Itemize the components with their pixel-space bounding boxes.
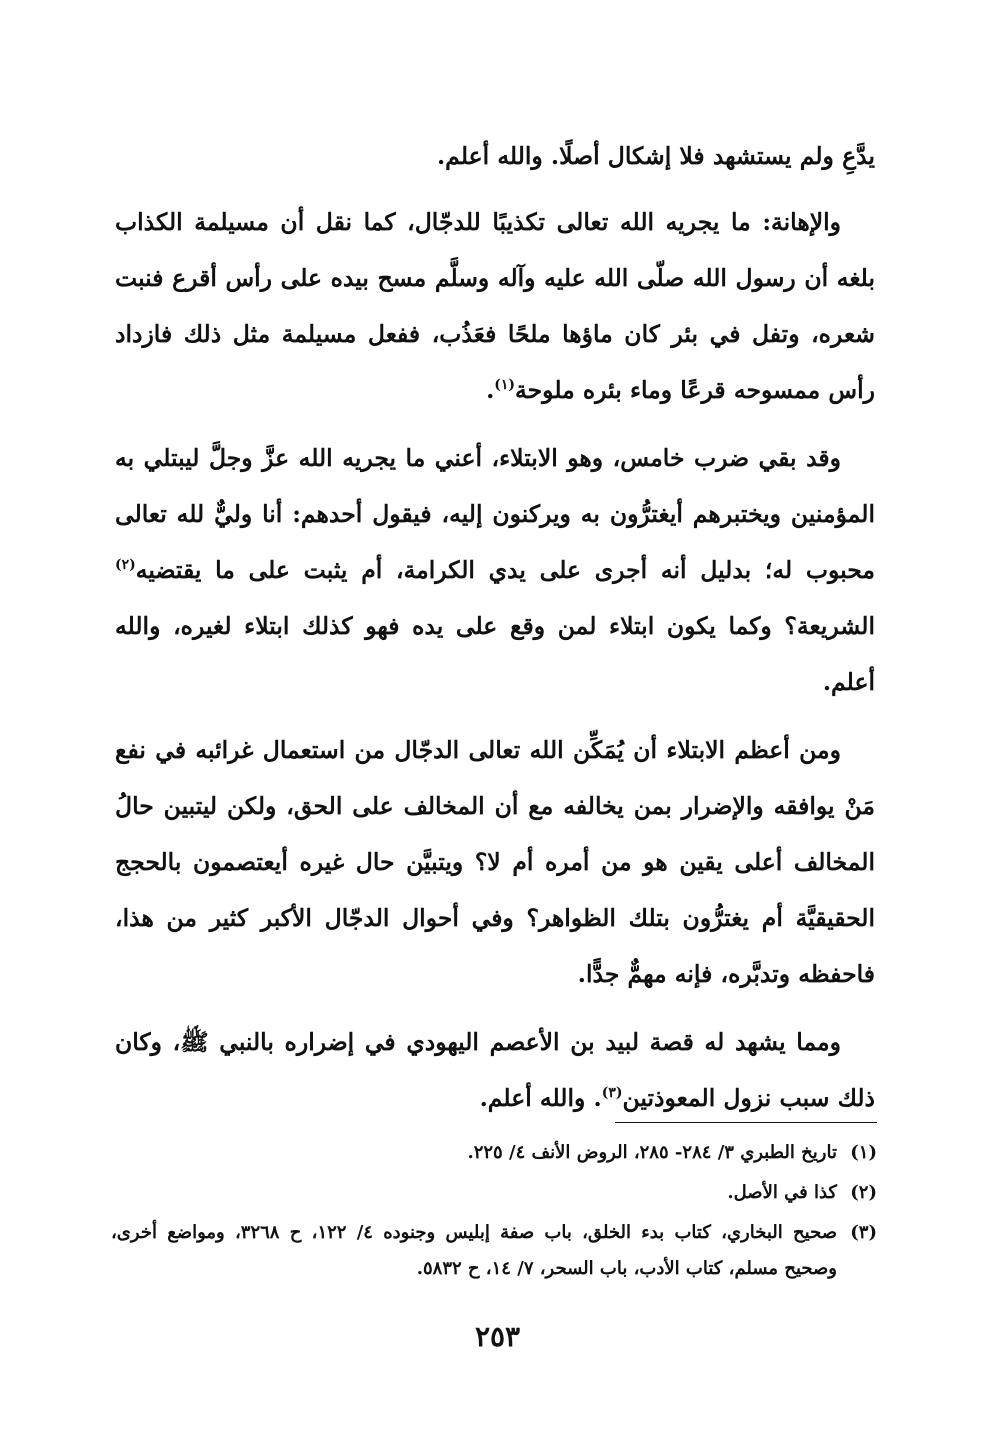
footnote-ref-1[interactable]: (١) <box>494 377 516 394</box>
footnotes <box>111 1135 877 1291</box>
paragraph-1 <box>115 128 875 184</box>
footnote-2 <box>111 1175 877 1211</box>
paragraph-5 <box>115 1014 875 1126</box>
paragraph-text: . والله أعلم. <box>479 1084 602 1112</box>
main-text <box>115 128 875 1138</box>
footnote-1 <box>111 1135 877 1171</box>
paragraph-text: ومما يشهد له قصة لبيد بن الأعصم اليهودي في إضراره بالنبي ﷺ، وكان ذلك سبب نزول المعوذتين <box>115 1028 875 1112</box>
footnote-number: (٢) <box>850 1182 877 1203</box>
paragraph-text: وقد بقي ضرب خامس، وهو الابتلاء، أعني ما يجريه الله عزَّ وجلَّ ليبتلي به المؤمنين ويختبرهم أيغترُّون به ويركنون إليه، فيقول أحدهم: أنا وليٌّ لله تعالى محبوب له؛ بدليل أنه أجرى على يدي الكرامة، أم يثبت على ما يقتضيه <box>115 444 875 584</box>
footnote-text: صحيح البخاري، كتاب بدء الخلق، باب صفة إبليس وجنوده ٤/ ١٢٢، ح ٣٢٦٨، ومواضع أخرى، وصحيح مسلم، كتاب الأدب، باب السحر، ٧/ ١٤، ح ٥٨٣٢. <box>111 1222 837 1279</box>
footnote-ref-3[interactable]: (٣) <box>601 1085 623 1102</box>
footnote-number: (١) <box>850 1142 877 1163</box>
paragraph-2 <box>115 194 875 418</box>
footnote-3 <box>111 1215 877 1287</box>
paragraph-text: والإهانة: ما يجريه الله تعالى تكذيبًا للدجّال، كما نقل أن مسيلمة الكذاب بلغه أن رسول الله صلّى الله عليه وآله وسلَّم مسح بيده على رأس أقرع فنبت شعره، وتفل في بئر كان ماؤها ملحًا فعَذُب، ففعل مسيلمة مثل ذلك فازداد رأس ممسوحه قرعًا وماء بئره ملوحة <box>115 208 875 404</box>
paragraph-3 <box>115 430 875 710</box>
footnote-number: (٣) <box>850 1222 877 1243</box>
paragraph-text: ومن أعظم الابتلاء أن يُمَكِّن الله تعالى الدجّال من استعمال غرائبه في نفع مَنْ يوافقه والإضرار بمن يخالفه مع أن المخالف على الحق، ولكن ليتبين حالُ المخالف أعلى يقين هو من أمره أم لا؟ ويتبيَّن حال غيره أيعتصمون بالحجج الحقيقيَّة أم يغترُّون بتلك الظواهر؟ وفي أحوال الدجّال الأكبر كثير من هذا، فاحفظه وتدبَّره، فإنه مهمٌّ جدًّا. <box>115 736 875 988</box>
footnote-text: كذا في الأصل. <box>727 1182 837 1203</box>
paragraph-4 <box>115 722 875 1002</box>
footnote-text: تاريخ الطبري ٣/ ٢٨٤- ٢٨٥، الروض الأنف ٤/ ٢٢٥. <box>467 1142 837 1163</box>
paragraph-text: يدَّعِ ولم يستشهد فلا إشكال أصلًا. والله أعلم. <box>437 142 875 170</box>
paragraph-text: الشريعة؟ وكما يكون ابتلاء لمن وقع على يده فهو كذلك ابتلاء لغيره، والله أعلم. <box>115 612 875 696</box>
footnote-ref-2[interactable]: (٢) <box>115 557 136 574</box>
paragraph-text: . <box>486 376 495 404</box>
footnote-separator <box>615 1122 877 1123</box>
page-number: ٢٥٣ <box>474 1320 521 1353</box>
